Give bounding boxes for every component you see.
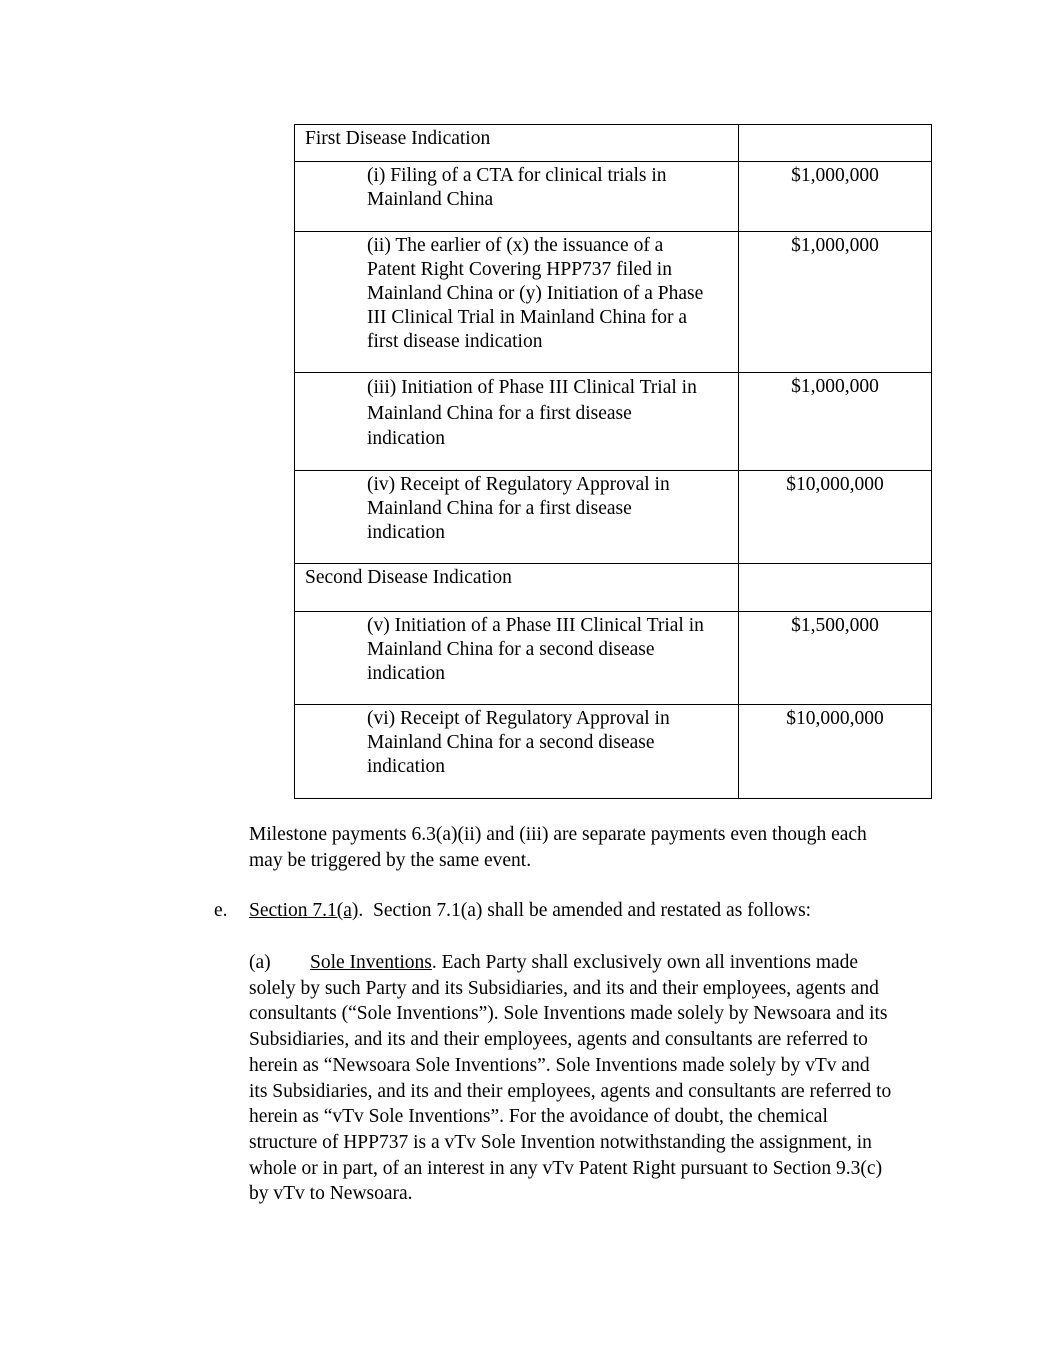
list-marker: e.	[214, 900, 228, 921]
text-line: indication	[367, 756, 445, 777]
text-run: . Each Party shall exclusively own all inventions made	[431, 952, 859, 973]
text-line: Mainland China for a second disease	[367, 732, 655, 753]
text-line: Milestone payments 6.3(a)(ii) and (iii) are separate payments even though each	[249, 824, 867, 845]
second-disease-header: Second Disease Indication	[305, 567, 512, 588]
table-cell	[739, 232, 932, 373]
text-line: by vTv to Newsoara.	[249, 1183, 413, 1205]
text-line: Mainland China for a second disease	[367, 639, 655, 660]
text-line: its Subsidiaries, and its and their employees, agents and consultants are referred to	[249, 1080, 892, 1102]
paragraph-label: (a)	[249, 952, 271, 973]
table-cell	[295, 162, 739, 232]
text-line: herein as “Newsoara Sole Inventions”. Sole Inventions made solely by vTv and	[249, 1054, 870, 1076]
text-line: Mainland China for a first disease	[367, 402, 632, 424]
text-line: (ii) The earlier of (x) the issuance of a	[367, 235, 664, 256]
table-row-milestone-i	[295, 162, 932, 232]
text-line: (vi) Receipt of Regulatory Approval in	[367, 708, 670, 729]
table-row-milestone-iii	[295, 373, 932, 471]
text-line: whole or in part, of an interest in any vTv Patent Right pursuant to Section 9.3(c)	[249, 1157, 883, 1179]
table-cell	[295, 373, 739, 471]
section-e-content	[249, 899, 811, 923]
table-cell	[295, 471, 739, 564]
milestone-amount: $1,000,000	[791, 165, 879, 186]
text-line: Mainland China	[367, 189, 494, 210]
table-cell	[739, 705, 932, 799]
text-line: indication	[367, 428, 445, 449]
table-cell	[295, 612, 739, 705]
table-cell	[739, 162, 932, 232]
table-row-second-disease-header	[295, 564, 932, 612]
milestone-amount: $10,000,000	[786, 474, 884, 495]
table-row-first-disease-header	[295, 125, 932, 162]
table-row-milestone-iv	[295, 471, 932, 564]
table-cell	[295, 564, 739, 612]
text-line: Subsidiaries, and its and their employees, agents and consultants are referred to	[249, 1029, 868, 1051]
milestone-description	[295, 373, 738, 452]
text-line: Patent Right Covering HPP737 filed in	[367, 259, 672, 280]
first-disease-header: First Disease Indication	[305, 128, 491, 149]
milestone-amount: $1,000,000	[791, 376, 879, 397]
milestone-description	[295, 471, 738, 545]
milestone-amount: $1,000,000	[791, 235, 879, 256]
table-cell	[739, 373, 932, 471]
text-line: indication	[367, 522, 445, 543]
table-row-milestone-ii	[295, 232, 932, 373]
table-cell	[295, 232, 739, 373]
text-line: (v) Initiation of a Phase III Clinical Trial in	[367, 615, 704, 636]
section-e-text: Section 7.1(a) shall be amended and restated as follows:	[373, 900, 812, 921]
milestone-description	[295, 705, 738, 779]
text-line: structure of HPP737 is a vTv Sole Invention notwithstanding the assignment, in	[249, 1131, 872, 1153]
paragraph-heading: Sole Inventions	[310, 952, 432, 973]
table-cell	[295, 125, 739, 162]
table-cell-empty	[739, 564, 932, 612]
text-line: indication	[367, 663, 445, 684]
text-line	[249, 950, 939, 976]
text-line: Mainland China or (y) Initiation of a Phase	[367, 283, 704, 304]
milestone-table	[294, 124, 932, 799]
table-cell	[295, 705, 739, 799]
milestone-description	[295, 162, 738, 212]
text-line: solely by such Party and its Subsidiaries, and its and their employees, agents and	[249, 977, 879, 999]
table-row-milestone-v	[295, 612, 932, 705]
milestone-description	[295, 612, 738, 686]
table-cell-empty	[739, 125, 932, 162]
milestone-amount: $10,000,000	[786, 708, 884, 729]
text-line: (i) Filing of a CTA for clinical trials in	[367, 165, 667, 186]
table-cell	[739, 612, 932, 705]
text-line: (iii) Initiation of Phase III Clinical Trial in	[367, 377, 697, 398]
text-line: may be triggered by the same event.	[249, 849, 532, 871]
text-line: consultants (“Sole Inventions”). Sole Inventions made solely by Newsoara and its	[249, 1003, 888, 1025]
heading-period: .	[358, 900, 364, 921]
text-line: (iv) Receipt of Regulatory Approval in	[367, 474, 670, 495]
milestone-amount: $1,500,000	[791, 615, 879, 636]
text-line: herein as “vTv Sole Inventions”. For the avoidance of doubt, the chemical	[249, 1106, 828, 1128]
section-reference-heading: Section 7.1(a)	[249, 900, 359, 921]
milestone-description	[295, 232, 738, 354]
paragraph-a	[249, 950, 939, 1207]
text-line: III Clinical Trial in Mainland China for a	[367, 307, 688, 328]
text-line: Mainland China for a first disease	[367, 498, 632, 519]
table-row-milestone-vi	[295, 705, 932, 799]
milestone-note	[249, 822, 939, 873]
text-line: first disease indication	[367, 331, 543, 352]
table-cell	[739, 471, 932, 564]
